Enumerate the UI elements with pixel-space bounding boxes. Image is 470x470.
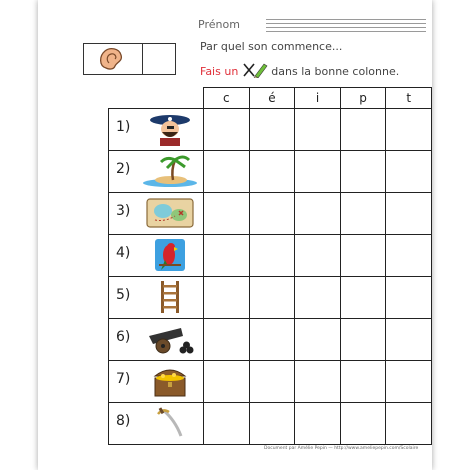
answer-grid: [108, 87, 432, 445]
answer-cell[interactable]: [249, 109, 295, 151]
name-label: Prénom: [198, 18, 240, 31]
ear-icon: [93, 46, 131, 72]
pirate-icon: [141, 112, 199, 146]
treasure-map-icon: [141, 196, 199, 230]
answer-cell[interactable]: [386, 361, 432, 403]
row-label-cell: [109, 151, 204, 193]
row-number: 2): [116, 161, 131, 177]
answer-cell[interactable]: [386, 193, 432, 235]
answer-cell[interactable]: [386, 403, 432, 445]
answer-cell[interactable]: [295, 193, 341, 235]
answer-cell[interactable]: [249, 277, 295, 319]
instruction-title: Par quel son commence...: [200, 40, 343, 53]
sound-box: [83, 43, 176, 75]
table-row: [109, 235, 432, 277]
row-label-cell: [109, 235, 204, 277]
instruction-line: [200, 62, 399, 78]
table-row: [109, 151, 432, 193]
table-row: [109, 403, 432, 445]
answer-cell[interactable]: [295, 361, 341, 403]
row-label-cell: [109, 361, 204, 403]
answer-cell[interactable]: [295, 109, 341, 151]
parrot-icon: [141, 238, 199, 272]
footer-credit: Document par Amélie Pepin — http://www.ameliepepin.com/Scolaire: [264, 446, 419, 451]
answer-cell[interactable]: [295, 319, 341, 361]
cannon-icon: [141, 322, 199, 356]
answer-cell[interactable]: [204, 151, 250, 193]
answer-cell[interactable]: [340, 361, 386, 403]
answer-cell[interactable]: [340, 235, 386, 277]
row-number: 1): [116, 119, 131, 135]
row-number: 6): [116, 329, 131, 345]
answer-cell[interactable]: [204, 403, 250, 445]
row-number: 8): [116, 413, 131, 429]
column-header: p: [340, 88, 386, 109]
ladder-icon: [141, 280, 199, 314]
answer-cell[interactable]: [204, 277, 250, 319]
answer-cell[interactable]: [340, 193, 386, 235]
row-label-cell: [109, 193, 204, 235]
answer-cell[interactable]: [295, 151, 341, 193]
answer-cell[interactable]: [249, 151, 295, 193]
answer-cell[interactable]: [386, 319, 432, 361]
x-pencil-icon: [242, 62, 268, 78]
table-row: [109, 193, 432, 235]
row-number: 4): [116, 245, 131, 261]
row-label-cell: [109, 277, 204, 319]
answer-cell[interactable]: [340, 319, 386, 361]
instruction-suffix: dans la bonne colonne.: [271, 65, 400, 78]
column-header: i: [295, 88, 341, 109]
row-number: 5): [116, 287, 131, 303]
corner-cell: [109, 88, 204, 109]
answer-cell[interactable]: [386, 235, 432, 277]
answer-cell[interactable]: [204, 361, 250, 403]
column-header: t: [386, 88, 432, 109]
worksheet-page: [38, 0, 432, 470]
column-header: é: [249, 88, 295, 109]
answer-cell[interactable]: [295, 277, 341, 319]
row-number: 3): [116, 203, 131, 219]
row-number: 7): [116, 371, 131, 387]
instruction-prefix: Fais un: [200, 65, 239, 78]
answer-cell[interactable]: [386, 109, 432, 151]
table-row: [109, 319, 432, 361]
answer-cell[interactable]: [249, 193, 295, 235]
answer-cell[interactable]: [295, 403, 341, 445]
answer-cell[interactable]: [249, 403, 295, 445]
header-row: [109, 88, 432, 109]
answer-cell[interactable]: [204, 319, 250, 361]
row-label-cell: [109, 403, 204, 445]
answer-cell[interactable]: [204, 109, 250, 151]
answer-cell[interactable]: [295, 235, 341, 277]
answer-cell[interactable]: [249, 361, 295, 403]
answer-cell[interactable]: [340, 109, 386, 151]
answer-cell[interactable]: [340, 277, 386, 319]
answer-cell[interactable]: [249, 235, 295, 277]
sabre-icon: [141, 406, 199, 440]
row-label-cell: [109, 319, 204, 361]
palm-island-icon: [141, 154, 199, 188]
column-header: c: [204, 88, 250, 109]
table-row: [109, 361, 432, 403]
answer-cell[interactable]: [204, 193, 250, 235]
treasure-chest-icon: [141, 364, 199, 398]
answer-cell[interactable]: [340, 403, 386, 445]
name-write-lines[interactable]: [266, 19, 426, 33]
table-row: [109, 109, 432, 151]
answer-cell[interactable]: [249, 319, 295, 361]
row-label-cell: [109, 109, 204, 151]
table-row: [109, 277, 432, 319]
answer-cell[interactable]: [386, 277, 432, 319]
sound-box-divider: [142, 44, 143, 74]
answer-cell[interactable]: [386, 151, 432, 193]
answer-cell[interactable]: [340, 151, 386, 193]
answer-cell[interactable]: [204, 235, 250, 277]
